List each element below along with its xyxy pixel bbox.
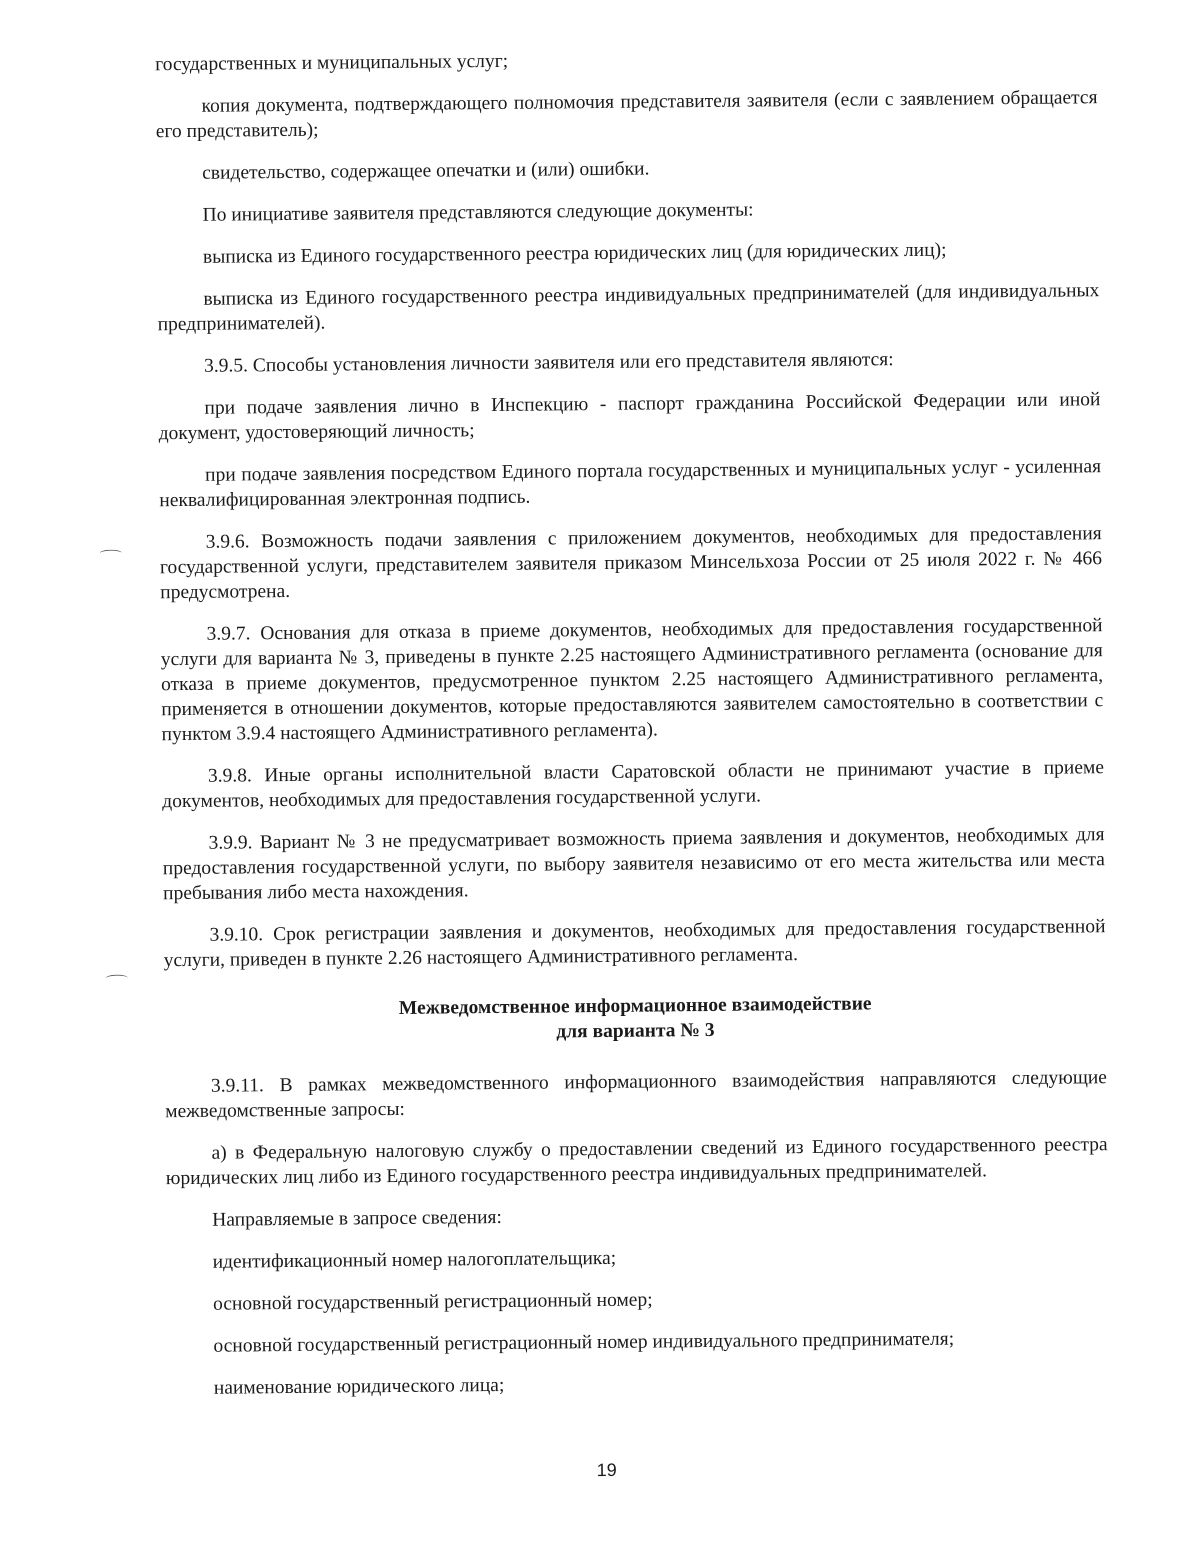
paragraph: выписка из Единого государственного реестра индивидуальных предпринимателей (для индивидуальных предпринимателей). (157, 280, 1100, 336)
page-number: 19 (596, 1459, 617, 1481)
scan-margin-mark (106, 975, 128, 982)
scan-margin-mark (100, 550, 122, 557)
paragraph: а) в Федеральную налоговую службу о предоставлении сведений из Единого государственного реестра юридических лиц либо из Единого государственного реестра индивидуальных предпринимателей. (165, 1134, 1108, 1190)
paragraph: государственных и муниципальных услуг; (155, 50, 509, 76)
paragraph: копия документа, подтверждающего полномочия представителя заявителя (если с заявлением обращается его представитель); (155, 87, 1098, 143)
paragraph: По инициативе заявителя представляются следующие документы: (202, 199, 754, 226)
paragraph: 3.9.10. Срок регистрации заявления и документов, необходимых для предоставления государственной услуги, приведен в пункте 2.26 настоящего Административного регламента. (163, 916, 1106, 972)
section-heading-line: Межведомственное информационное взаимодействие (398, 993, 872, 1019)
paragraph: Направляемые в запросе сведения: (212, 1206, 502, 1231)
paragraph: 3.9.11. В рамках межведомственного информационного взаимодействия направляются следующие межведомственные запросы: (165, 1067, 1108, 1123)
paragraph: 3.9.8. Иные органы исполнительной власти Саратовской области не принимают участие в приеме документов, необходимых для предоставления государственной услуги. (162, 757, 1105, 813)
paragraph: основной государственный регистрационный номер; (212, 1289, 653, 1315)
document-body (155, 43, 1110, 1418)
paragraph: 3.9.5. Способы установления личности заявителя или его представителя являются: (203, 349, 894, 377)
paragraph: при подаче заявления лично в Инспекцию - паспорт гражданина Российской Федерации или иной документ, удостоверяющий личность; (158, 389, 1101, 445)
paragraph: 3.9.7. Основания для отказа в приеме документов, необходимых для предоставления государственной услуги для варианта № 3, приведены в пункте 2.25 настоящего Административного регламента (основание для отказа в приеме документов, предусмотренное пунктом 2.25 настоящего Административного регламента, применяется в отношении документов, которые предоставляются заявителем самостоятельно в соответствии с пунктом 3.9.4 настоящего Административного регламента). (160, 615, 1104, 746)
paragraph: 3.9.9. Вариант № 3 не предусматривает возможность приема заявления и документов, необходимых для предоставления государственной услуги, по выбору заявителя независимо от его места жительства или места пребывания либо места нахождения. (162, 824, 1105, 905)
section-heading (164, 989, 1106, 1048)
paragraph: свидетельство, содержащее опечатки и (или) ошибки. (202, 158, 650, 184)
paragraph: наименование юридического лица; (213, 1374, 505, 1399)
paragraph: 3.9.6. Возможность подачи заявления с приложением документов, необходимых для предоставления государственной услуги, представителем заявителя приказом Минсельхоза России от 25 июля 2022 г. № 466 предусмотрена. (159, 523, 1103, 604)
paragraph: при подаче заявления посредством Единого портала государственных и муниципальных услуг - усиленная неквалифицированная электронная подпись. (159, 456, 1102, 512)
paragraph: основной государственный регистрационный номер индивидуального предпринимателя; (213, 1328, 955, 1357)
section-heading-line: для варианта № 3 (556, 1019, 715, 1043)
paragraph: выписка из Единого государственного реестра юридических лиц (для юридических лиц); (202, 239, 947, 268)
paragraph: идентификационный номер налогоплательщика; (212, 1247, 617, 1273)
